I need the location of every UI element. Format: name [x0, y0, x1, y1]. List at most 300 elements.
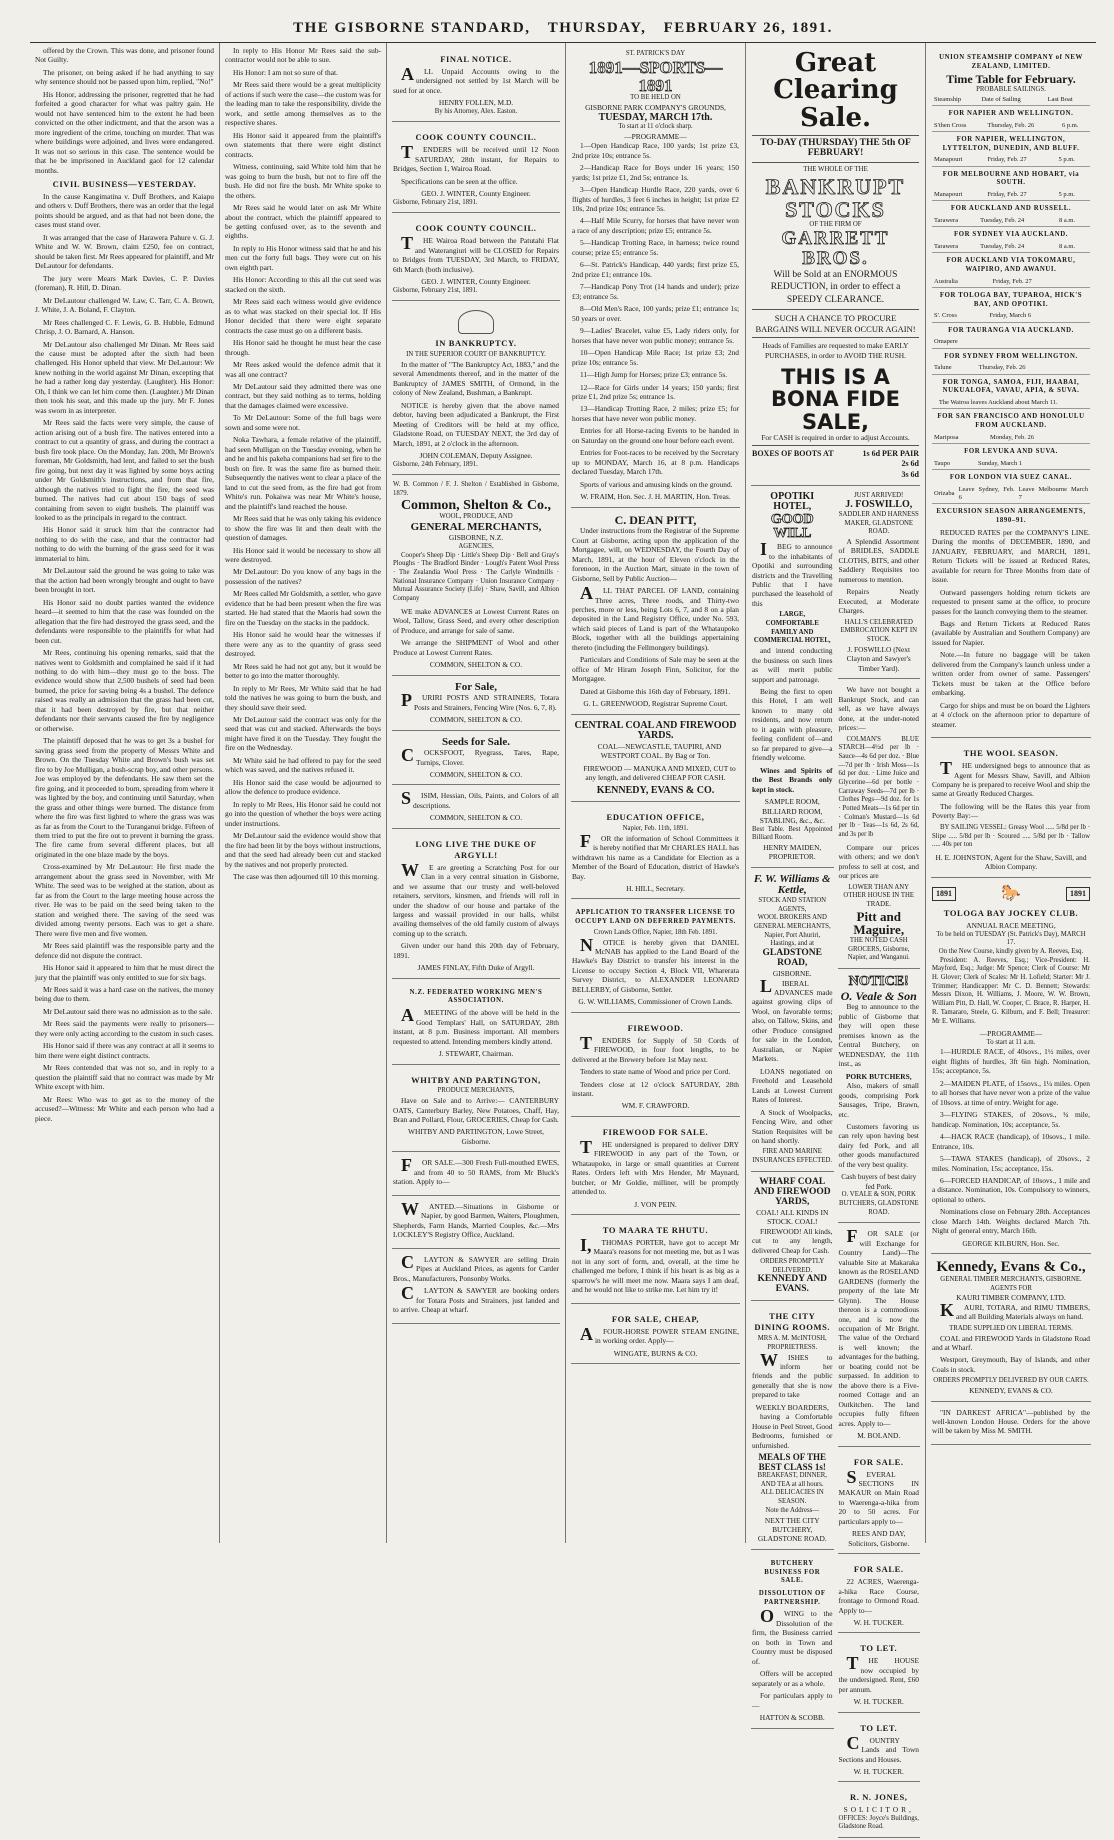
sailing-table [932, 190, 1090, 201]
ad-body: COAL and FIREWOOD Yards in Gladstone Road and at Wharf. [932, 1333, 1090, 1352]
foswillo-saddler-ad [838, 488, 921, 679]
column-1-court-report [30, 43, 220, 1543]
event-item: 6—FORCED HANDICAP, of 10sovs., 1 mile and a distance. Nomination, 10s. Compulsory to winners, optional to others. [932, 1176, 1090, 1204]
ad-body: COCKSFOOT, Ryegrass, Tares, Rape, Turnips, Clover. [401, 745, 559, 767]
sailing-table [932, 485, 1090, 505]
column-header: Last Boat [1046, 95, 1090, 106]
ad-body: having a Comfortable House in Peel Street, Good Bedrooms, furnished or unfurnished. [752, 1412, 833, 1450]
sailing-route-heading: FOR AUCKLAND AND RUSSELL. [950, 205, 1072, 213]
steam-engine-ad [571, 1306, 740, 1364]
table-row [932, 363, 1090, 374]
ad-heading: COOK COUNTY COUNCIL. [415, 223, 537, 234]
ad-heading: UNION STEAMSHIP COMPANY of NEW ZEALAND, LIMITED. [939, 54, 1083, 70]
bankrupt-stocks-heading: BANKRUPT STOCKS [765, 173, 906, 222]
event-item: 11—High Jump for Horses; prize £3; entrance 5s. [580, 370, 728, 380]
sailing-table [932, 433, 1090, 444]
ad-heading: R. N. JONES, [850, 1792, 908, 1803]
st-patricks-sports-ad [571, 46, 740, 508]
ad-signature: KENNEDY AND EVANS. [757, 1274, 828, 1295]
ad-body: and intend conducting the business on such lines as will merit public support and patronage. [752, 646, 833, 684]
ad-text: ORDERS PROMPTLY DELIVERED BY OUR CARTS. [933, 1377, 1089, 1385]
ad-body: Wines and Spirits of the Best Brands only kept in stock. [752, 765, 833, 794]
ad-feature: STABLING, &c., &c. [759, 816, 825, 826]
table-cell: 8 a.m. [1057, 216, 1090, 227]
final-notice-ad [392, 46, 560, 122]
ad-text: BREAKFAST, DINNER, AND TEA at all hours. [757, 1472, 827, 1488]
ad-signature: KENNEDY, EVANS & CO. [969, 1386, 1053, 1396]
company-name: Common, Shelton & Co., [400, 497, 552, 513]
sailing-table [932, 398, 1090, 409]
ad-heading: FOR SALE. [853, 1456, 904, 1467]
ad-heading: GENERAL MERCHANTS, [410, 520, 542, 533]
ad-text: FIRE AND MARINE INSURANCES EFFECTED. [752, 1148, 833, 1165]
ad-subheading: TO-DAY (THURSDAY) THE 5th OF FEBRUARY! [760, 137, 911, 158]
ad-signature: O. VEALE & SON, PORK BUTCHERS, GLADSTONE ROAD. [838, 1191, 919, 1216]
table-cell: 5 p.m. [1056, 190, 1090, 201]
programme-heading: —PROGRAMME— [979, 1029, 1043, 1039]
article-paragraph: In reply to His Honor Mr Rees said the sub-contractor would not be able to sue. [225, 46, 381, 65]
ad-signature: JOHN COLEMAN, Deputy Assignee. [419, 451, 533, 461]
ad-text: KAURI TIMBER COMPANY, LTD. [956, 1293, 1066, 1303]
table-cell: S'then Cross [932, 121, 985, 132]
ad-body: KAURI, TOTARA, and RIMU TIMBERS, and all Building Materials always on hand. [940, 1299, 1090, 1322]
boots-price: 1s 6d PER PAIR [862, 449, 919, 459]
ad-signature: WHITBY AND PARTINGTON, Lowe Street, Gisborne. [408, 1127, 544, 1146]
ad-body: FIREWOOD! All kinds, cut to any length, delivered Cheap for Cash. [752, 1226, 833, 1255]
masthead-right: FEBRUARY 26, 1891. [663, 20, 833, 36]
ad-body: Under instructions from the Registrar of the Supreme Court at Gisborne, acting upon the application of the Mortgagee, will, on WEDNESDAY, the Fourth Day of March, 1891, at the hour of Eleven o'clock in the forenoon, in the Auction Mart, situate in the town of Gisborne, Sell by Public Auction— [572, 526, 739, 583]
ad-body: LIBERAL ADVANCES made against growing clips of Wool, on favorable terms; also, on Tallow, Skins, and other Produce consigned for sale in the London, Australian, or Napier Markets. [752, 975, 833, 1064]
ad-body: THE Wairoa Road between the Patutahi Flat and Waterangiuri will be CLOSED for Repairs to Bridges from TUESDAY, 3rd March, to FRIDAY, 6th March (both inclusive). [393, 233, 559, 274]
ad-signature: HENRY MAIDEN, PROPRIETOR. [763, 842, 822, 862]
article-paragraph: Mr DeLautour also challenged Mr Dinan. Mr Rees said the cause must be adopted after the sixth had been challenged. His Honor upheld that view. Mr DeLautour: We knew nothing in the world against Mr Dinan, excepting that he had a rather long day yesterday. (Laughter). His Honor: Oh, I think we can let him come then. (Laughter.) Mr Dinan then took his seat, and this made up the jury. Mr F. Jones was sworn in as interpreter. [35, 339, 214, 415]
ad-signature: COMMON, SHELTON & CO. [429, 813, 523, 823]
table-cell: Tuesday, Feb. 24 [978, 216, 1057, 227]
divider [752, 445, 919, 446]
ad-address: NEXT THE CITY BUTCHERY, GLADSTONE ROAD. [757, 1515, 827, 1544]
duke-of-argyll-ad [392, 831, 560, 979]
ad-subheading: THE NOTED CASH GROCERS, Gisborne, Napier, and Wanganui. [847, 937, 910, 962]
sailing-route-heading: FOR TONGA, SAMOA, FIJI, HAABAI, NUKUALOFA, VAVAU, APIA, & SUVA. [942, 378, 1080, 395]
education-office-ad [571, 804, 740, 899]
opotiki-hotel-ad [751, 488, 834, 868]
williams-kettle-ad [751, 870, 834, 1172]
ad-heading: Kennedy, Evans & Co., [936, 1259, 1086, 1276]
ad-signature: W. FRAIM, Hon. Sec. J. H. MARTIN, Hon. Treas. [580, 492, 731, 502]
ad-text: OF THE FIRM OF [809, 220, 862, 228]
ad-body: Outward passengers holding return tickets are requested to present same at the office, to procure passes for the launch conveying them to the steamer. [932, 587, 1090, 616]
ad-body: SISIM, Hessian, Oils, Paints, and Colors of all descriptions. [401, 788, 559, 810]
table-cell: Friday, Feb. 27 [991, 277, 1082, 288]
table-row [932, 155, 1090, 166]
butchery-sale-ad [751, 1552, 834, 1729]
ad-body: SEVERAL SECTIONS IN MAKAUR on Main Road to Waerenga-a-hika from 20 to 50 acres. For particulars apply to— [838, 1466, 919, 1526]
ad-body: Bags and Return Tickets at Reduced Rates (available by Australian and Southern Company) are issued for Napier. [932, 619, 1090, 647]
sailing-route-heading: FOR NAPIER, WELLINGTON, LYTTELTON, DUNEDIN, AND BLUFF. [942, 135, 1080, 152]
cook-county-tenders-ad [392, 124, 560, 213]
event-item: 6—St. Patrick's Handicap, 440 yards; first prize £5, 2nd prize £1; entrance 10s. [572, 260, 739, 279]
article-paragraph: His Honor said no doubt parties wanted the evidence heard—it seemed to him that the case was founded on the allegation that the fire had destroyed the grass seed, and the defendants were responsible to the plaintiffs for what had been cut. [35, 597, 214, 645]
ad-subheading: WEEKLY BOARDERS, [755, 1402, 829, 1412]
table-row [932, 216, 1090, 227]
ad-body: We have not bought a Bankrupt Stock, and can sell, as we have always done, at the under-noted prices:— [838, 685, 919, 733]
article-paragraph: His Honor said it appeared from the plaintiff's own statements that there were eight distinct contracts. [225, 130, 381, 159]
ad-body: TENDERS for Supply of 50 Cords of FIREWOOD, in four foot lengths, to be delivered at the Brewery before 1st May next. [572, 1032, 739, 1064]
ad-subheading: TO BE HELD ON [630, 94, 681, 102]
ad-subheading: AGENCIES, [458, 542, 494, 550]
ad-body: I,THOMAS PORTER, have got to accept Mr Maara's reasons for not meeting me, but as I was not in any sort of form, and, overall, at the time he challenged me before, I think if his heart is as big as a sparrow's he will meet me now. Maara says I am deaf, and he would not like to strike me. Let him try it! [572, 1234, 739, 1295]
ad-subheading: LARGE, COMFORTABLE FAMILY AND COMMERCIAL HOTEL, [753, 611, 831, 645]
ad-heading: FIREWOOD FOR SALE. [602, 1126, 709, 1137]
ad-subheading: IN THE SUPERIOR COURT OF BANKRUPTCY. [406, 351, 546, 359]
table-cell [1082, 363, 1090, 374]
ad-subheading: GENERAL TIMBER MERCHANTS, GISBORNE. [940, 1276, 1082, 1284]
sailing-route-heading: FOR TAURANGA VIA AUCKLAND. [948, 326, 1074, 334]
ad-body: Tenders to state name of Wood and price per Cord. [580, 1067, 731, 1077]
ad-body: Cargo for ships and must be on board the Lighters at 4 o'clock on the afternoon prior to departure of steamer. [932, 700, 1090, 729]
ad-heading: THE WOOL SEASON. [963, 748, 1059, 759]
ad-text: LOWER THAN ANY OTHER HOUSE IN THE TRADE. [843, 883, 915, 909]
ad-body: OWING to the Dissolution of the firm, the Business carried on both in Town and Country must be disposed of. [752, 1606, 833, 1666]
ad-body: Beg to announce to the public of Gisborne that they will open these premises known as the Central Butchery, on WEDNESDAY, the 11th inst., as [838, 1002, 919, 1069]
grocery-prices-ad [838, 681, 921, 969]
ad-signature: G. W. WILLIAMS, Commissioner of Crown Lands. [578, 997, 733, 1007]
table-cell: 6 p.m. [1060, 121, 1090, 132]
ad-body: WANTED.—Situations in Gisborne or Napier, by good Barmen, Waiters, Ploughmen, Shepherds, Farm Hands, Married Couples, &c.—Mrs LOCKLEY'S Registry Office, Auckland. [393, 1198, 559, 1240]
ad-heading: TO LET. [860, 1643, 898, 1654]
ad-body: FOR SALE.—300 Fresh Full-mouthed EWES, and from 40 to 50 RAMS, from Mr Bluck's station. Apply to— [393, 1155, 559, 1187]
article-paragraph: Witness, continuing, said White told him that he was going to burn the bush, but not to fire off the bush. He did not fire the bush. Mr White spoke to the others. [225, 162, 381, 200]
ad-body: NOTICE is hereby given that the above named debtor, having been adjudicated a Bankrupt, the First Meeting of Creditors will be held at my office, Gladstone Road, on TUESDAY NEXT, the 3rd day of March, 1891, at 2 o'clock in the afternoon. [393, 400, 559, 448]
article-paragraph: His Honor said he thought he must hear the case through. [225, 338, 381, 357]
rates-list: BY SAILING VESSEL: Greasy Wool ..... 5/8d per lb · Slipe ..... 5/8d per lb · Scoured ..... 5/8d per lb · Tallow ..... 40s per ton [932, 823, 1090, 849]
divider [752, 309, 919, 310]
ad-body: SUCH A CHANCE TO PROCURE BARGAINS WILL NEVER OCCUR AGAIN! [755, 312, 916, 334]
ad-text: ALL DELICACIES IN SEASON. [760, 1489, 824, 1506]
article-paragraph: It was arranged that the case of Harawera Pahure v. G. J. White and W. W. Brown, claim £250, fee on contract, should be taken first. Mr Rees appeared for plaintiff, and Mr DeLautour for defendants. [35, 232, 214, 271]
ad-body: We arrange the SHIPMENT of Wool and other Produce at Lowest Current Rates. [393, 638, 559, 657]
table-cell: Tarawera [932, 242, 978, 253]
ad-signature: H. HILL, Secretary. [626, 883, 685, 893]
ad-signature: J. FOSWILLO (Next Clayton and Sawyer's Timber Yard). [846, 644, 911, 673]
article-paragraph: Mr Rees asked would the defence admit that it was all one contract? [225, 360, 381, 379]
ad-signature: COMMON, SHELTON & CO. [429, 770, 523, 780]
ad-heading: DISSOLUTION OF PARTNERSHIP. [758, 1590, 826, 1606]
central-coal-ad [571, 717, 740, 802]
article-paragraph: His Honor said it would be necessary to show all were destroyed. [225, 545, 381, 564]
event-item: 12—Race for Girls under 14 years; 150 yards; first prize £1, 2nd prize 5s; entrance 1s. [572, 382, 739, 401]
royal-arms-icon [458, 310, 494, 334]
article-paragraph: Mr Rees: Who was to get as to the money of the accused?—Witness: Mr White and each person who had a piece. [35, 1094, 214, 1123]
ad-body: ALL THAT PARCEL OF LAND, containing Three acres, Three roods, and Thirty-two perches, more or less, being Lots 6, 7, and 8 on a plan deposited in the Land Registry Office, under No. 593, which said pieces of Land is part of the Whataupoko Block, together with all the buildings appertaining thereto (including the Fellmongery buildings). [572, 583, 739, 652]
ad-heading: CENTRAL COAL AND FIREWOOD YARDS. [574, 719, 737, 742]
ad-date: Dated at Gisborne this 16th day of February, 1891. [580, 686, 731, 696]
solicitor-jones-ad [838, 1784, 921, 1838]
oils-ad [392, 787, 560, 828]
ad-feature: BILLIARD ROOM, [762, 806, 823, 816]
ad-subheading: WOOL BROKERS AND GENERAL MERCHANTS, [753, 914, 831, 931]
event-item: 3—FLYING STAKES, of 20sovs., ¾ mile, handicap. Nomination, 10s; acceptance, 5s. [932, 1110, 1090, 1129]
article-paragraph: In reply to Mr Rees, Mr White said that he had told the natives he was going to burn the bush, and they should save their seed. [225, 683, 381, 712]
table-cell [1082, 311, 1090, 322]
table-cell: Omapere [932, 337, 1055, 348]
bankruptcy-ad [392, 303, 560, 475]
ad-body: For CASH is required in order to adjust Accounts. [761, 432, 910, 442]
article-paragraph: offered by the Crown. This was done, and prisoner found Not Guilty. [35, 46, 214, 65]
boots-heading: BOXES OF BOOTS AT [752, 449, 834, 459]
ad-place: GLADSTONE ROAD, [762, 948, 822, 969]
ad-established: W. B. Common / F. J. Shelton / Established in Gisborne, 1879. [393, 481, 559, 497]
column-header: Steamship [932, 95, 979, 106]
boots-price-row [752, 470, 919, 480]
table-row [932, 277, 1090, 288]
ad-badge: ST. PATRICK'S DAY [625, 50, 686, 57]
wanted-ad [392, 1198, 560, 1249]
event-item: 7—Handicap Pony Trot (14 hands and under); prize £3; entrance 5s. [572, 282, 739, 301]
ad-body: A Splendid Assortment of BRIDLES, SADDLE CLOTHS, BITS, and other Saddlery Requisites too numerous to mention. [838, 536, 919, 584]
table-row [932, 398, 1090, 409]
sailing-table [932, 277, 1090, 288]
table-row [932, 433, 1090, 444]
ad-subheading: PRODUCE MERCHANTS, [437, 1087, 515, 1095]
ad-body: Have on Sale and to Arrive:— CANTERBURY OATS, Canterbury Barley, New Potatoes, Chaff, Hay, Bran and Pollard, Flour, GROCERIES, Cheap for Cash. [393, 1096, 559, 1125]
ad-heading: O. Veale & Son [840, 988, 917, 1003]
ad-subheading: STOCK AND STATION AGENTS, [758, 896, 827, 913]
ad-date: TUESDAY, MARCH 17th. [598, 111, 713, 123]
ad-body: ALL Unpaid Accounts owing to the undersigned not settled by 1st March will be sued for at once. [393, 63, 559, 95]
article-paragraph: The prisoner, on being asked if he had anything to say why sentence should not be passed upon him, replied, "No!" [35, 67, 214, 87]
article-paragraph: Mr Rees said each witness would give evidence as to what was stacked on their special lot. If His Honor decided that there were eight separate contracts the case must go on a different basis. [225, 297, 381, 335]
ad-body: WISHES to inform her friends and the public generally that she is now prepared to take [752, 1349, 833, 1400]
ad-body: For particulars apply to— [752, 1691, 833, 1710]
article-paragraph: The plaintiff deposed that he was to get 3s a bushel for saving grass seed from the property of Messrs White and Brown. On the Tuesday White and Brown's bush was set fire to by Joe Mulligan, a bush-scrap boy, and other persons. Joe was employed by the defendants. He saw them set the fire going, and it proceeded to burn, spreading from where it was lighted by the boy, and continuing until Saturday, when the grass and other things were burned. The distance from where the fire was first lighted to where the grass was was as far as from the Court to the Turanganui bridge. Fifteen of them tried to put the fire out to prevent it burning the grass. The fire came from several different places, but all originated in the one blaze made by the boys. [35, 736, 214, 859]
ad-body: Also, makers of small goods, comprising Pork Sausages, Tripe, Brawn, etc. [838, 1081, 919, 1119]
ad-body: Sports of various and amusing kinds on the ground. [580, 479, 733, 489]
ad-signature: GEO. J. WINTER, County Engineer. [421, 189, 531, 199]
house-to-let-ad [838, 1635, 921, 1712]
ad-signature: GEO. J. WINTER, County Engineer. [421, 277, 531, 287]
tologa-bay-jockey-club-ad [931, 880, 1091, 1254]
firewood-for-sale-ad [571, 1119, 740, 1215]
event-item: 9—Ladies' Bracelet, value £5, Lady riders only, for horses that have never won public money; entrance 5s. [572, 326, 739, 345]
table-row [932, 311, 1090, 322]
article-paragraph: Mr DeLautour challenged W. Law, C. Tarr, C. A. Brown, J. White, J. A. Boland, F. Clayton. [35, 295, 214, 315]
ad-body: Particulars and Conditions of Sale may be seen at the office of Mr Hiram Joseph Finn, Solicitor, for the Mortgagee. [572, 655, 739, 684]
ad-signature: W. H. TUCKER. [853, 1766, 904, 1776]
right-subcolumn [838, 488, 921, 1840]
sailing-route-heading: FOR AUCKLAND VIA TOKOMARU, WAIPIRO, AND AWANUI. [946, 257, 1076, 274]
table-cell: Tuesday, Feb. 24 [978, 242, 1057, 253]
event-item: 3—Open Handicap Hurdle Race, 220 yards, over 6 flights of hurdles, 3 feet 6 inches in height; 1st prize £2 10s, 2nd prize 10s; entrance 5s. [572, 185, 739, 213]
ad-body: CLAYTON & SAWYER are booking orders for Totara Posts and Strainers, just landed and to arrive. Cheap at wharf. [393, 1283, 559, 1315]
ad-heading: Great Clearing Sale. [773, 48, 898, 133]
table-row [932, 121, 1090, 132]
union-steamship-ad [931, 46, 1091, 738]
article-paragraph: Mr Rees said the facts were very simple, the cause of action arising out of a bush fire. The natives entered into a contract to cut a quantity of grass, and during the contract a bush fire took place. On the Monday, Jan. 20th, Mr Brown's foreman, Mr Goldsmith, had lent, and failed to set the bush fire going, but next day it was lighted by some boys acting under Mr Goldsmith's instructions, and from that fire, although the natives tried to fight the fire, the seed was burned. The natives had cut about 150 bags of seed containing from seven to eight bushels. The plaintiff was looked to as the principals in regard to the contract. [35, 418, 214, 522]
ad-date: Napier, Feb. 11th, 1891. [622, 824, 689, 832]
great-clearing-sale-ad [751, 46, 920, 486]
ad-heading: FOR SALE. [853, 1564, 904, 1575]
article-paragraph: His Honor said it struck him that the contractor had nothing to do with the case, and that the contractor had nothing to do with the burning of the grass seed for it was immaterial to him. [35, 525, 214, 563]
ad-body: COAL! ALL KINDS IN STOCK. COAL! [756, 1207, 829, 1227]
sailing-route-heading: FOR SYDNEY VIA AUCKLAND. [953, 231, 1069, 239]
ad-body: The following will be the Rates this year from Poverty Bay:— [932, 801, 1090, 821]
sailing-route-heading: FOR MELBOURNE AND HOBART, via SOUTH. [942, 170, 1080, 187]
sailing-table [932, 216, 1090, 227]
ad-heading: Seeds for Sale. [442, 735, 510, 748]
article-paragraph: His Honor: According to this all the cut seed was stacked on the sixth. [225, 275, 381, 294]
divider [752, 162, 919, 163]
ad-body: Customers favoring us can rely upon having best dairy fed Pork, and all other goods manufactured of the very best quality. [838, 1121, 919, 1169]
ad-heading: FOR SALE, CHEAP, [611, 1313, 700, 1324]
article-paragraph: His Honor, addressing the prisoner, regretted that he had forfeited a good character for what was paltry gain. He would not have sentenced him to the extent he had been convicted on the other indictment, and that the arson was a more ingredient of the crime, touching on murder. That was where buildings were adjoined, and lives were endangered. It was not so serious in this case. The sentence would be that he be imprisoned in Auckland gaol for 12 calendar months. [35, 89, 214, 175]
ad-body: Will be Sold at an ENORMOUS REDUCTION, in order to effect a SPEEDY CLEARANCE. [770, 270, 901, 305]
ad-body: COUNTRY Lands and Town Sections and Houses. [838, 1732, 919, 1764]
bona-fide-heading: THIS IS A BONA FIDE SALE, [771, 365, 900, 434]
ad-signature: G. L. GREENWOOD, Registrar Supreme Court. [583, 699, 728, 709]
wharf-coal-ad [751, 1174, 834, 1302]
event-item: 4—HACK RACE (handicap), of 10sovs., 1 mile. Entrance, 10s. [932, 1132, 1090, 1151]
event-item: 4—Half Mile Scurry, for horses that have never won a race of any description; prize £5; entrance 5s. [572, 216, 739, 235]
event-item: 5—TAWA STAKES (handicap), of 20sovs., 2 miles. Nomination, 15s; acceptance, 15s. [932, 1154, 1090, 1173]
darkest-africa-ad [931, 1404, 1091, 1445]
ad-heading: TO LET. [860, 1722, 898, 1733]
table-cell [1072, 337, 1090, 348]
table-row [932, 190, 1090, 201]
table-cell: Friday, Feb. 27 [985, 190, 1056, 201]
ad-subheading: MRS A. M. McINTOSH, PROPRIETRESS. [757, 1335, 827, 1351]
table-cell: Tarawera [932, 216, 978, 227]
ad-text: Napier, Port Ahuriri, Hastings, and at [764, 931, 821, 948]
sailing-table [932, 242, 1090, 253]
ad-body: IBEG to announce to the inhabitants of Opotiki and surrounding districts and the Travelling Public that I have purchased the leasehold of this [752, 539, 833, 608]
ad-body: WE make ADVANCES at Lowest Current Rates on Wool, Tallow, Grass Seed, and every other description of Produce, and arrange for sale of same. [393, 606, 559, 635]
table-cell [1082, 433, 1090, 444]
article-paragraph: Mr Rees said he would later on ask Mr White about the contract, which the plaintiff appeared to be getting confused over, as to the seventh and eighths. [225, 203, 381, 241]
boots-price: 3s 6d [901, 469, 919, 479]
dean-pitt-auction-ad [571, 510, 740, 715]
left-subcolumn [751, 488, 834, 1840]
city-dining-rooms-ad [751, 1303, 834, 1550]
ad-text: Note the Address— [765, 1506, 820, 1514]
for-sale-posts-ad [392, 678, 560, 731]
article-paragraph: Mr DeLautour said the contract was only for the seed that was cut and stacked. Afterwards the boys might have fired it on the Tuesday. They fought the fire on the Wednesday. [225, 715, 381, 753]
table-cell: Australia [932, 277, 991, 288]
ad-body: AFOUR-HORSE POWER STEAM ENGINE, in working order. Apply— [580, 1323, 739, 1346]
ad-text: Cash buyers of best dairy fed Pork. [841, 1172, 917, 1191]
ad-text: AGENTS FOR [990, 1284, 1032, 1292]
article-paragraph: The jury were Mears Mark Davies, C. P. Davies (foreman), R. Hill, D. Dinan. [35, 273, 214, 293]
sailing-route-heading: FOR NAPIER AND WELLINGTON. [948, 109, 1074, 117]
table-cell [1082, 277, 1090, 288]
article-paragraph: In the cause Kangimatina v. Duff Brothers, and Kaiapu and others v. Duff Brothers, there was an order that the legal points should be argued, and as that had not been done, the cases must stand over. [35, 191, 214, 230]
masthead-mid: THURSDAY, [547, 20, 647, 36]
ad-signature: WM. F. CRAWFORD. [621, 1101, 690, 1111]
sailing-route-heading: FOR TOLOGA BAY, TUPAROA, HICK'S BAY, AND OPOTIKI. [939, 292, 1083, 308]
ad-body: "IN DARKEST AFRICA"—published by the well-known London House. Orders for the above will be taken by Miss M. SMITH. [932, 1407, 1090, 1436]
ad-heading: TOLOGA BAY JOCKEY CLUB. [943, 908, 1079, 919]
ad-heading: N.Z. FEDERATED WORKING MEN'S ASSOCIATION. [409, 988, 543, 1005]
ad-body: Entries for Foot-races to be received by the Secretary up to MONDAY, March 16, at 8 p.m. Handicaps declared Tuesday, March 17th. [572, 448, 739, 477]
ad-body: 22 ACRES, Waerenga-a-hika Race Course, frontage to Ormond Road. Apply to— [838, 1577, 919, 1615]
kennedy-evans-timber-ad [931, 1256, 1091, 1401]
firm-name: GARRETT BROS. [781, 228, 890, 270]
ad-signature: JAMES FINLAY, Fifth Duke of Argyll. [417, 963, 535, 973]
article-paragraph: His Honor said it appeared to him that he must direct the jury that the plaintiff was only entitled to sue for six bags. [35, 963, 214, 982]
table-cell: Mariposa [932, 433, 988, 444]
sailing-route-heading: FOR SYDNEY FROM WELLINGTON. [944, 352, 1078, 360]
land-transfer-ad [571, 901, 740, 1012]
programme-heading: —PROGRAMME— [624, 131, 687, 141]
ad-body: Note.—In future no baggage will be taken delivered from the Company's launch unless under a written order from owner of same. Passengers' Tickets must be taken at the Office before embarking. [932, 650, 1090, 698]
sailing-table [932, 155, 1090, 166]
makaraka-sections-ad [838, 1449, 921, 1555]
column-6-advertisements [926, 43, 1096, 1543]
boots-price-row [752, 449, 919, 459]
ad-heading: BUTCHERY BUSINESS FOR SALE. [764, 1559, 821, 1585]
table-cell: Manapouri [932, 155, 985, 166]
ad-place: GISBORNE. [772, 969, 812, 979]
ad-body: Being the first to open this Hotel, I am well known to many old residents, and now return to it again with pleasure, feeling confident of—and so far prepared to give—a friendly welcome. [752, 687, 833, 763]
ad-text: ORDERS PROMPTLY DELIVERED. [760, 1258, 825, 1274]
table-cell: Friday, March 6 [987, 311, 1081, 322]
article-paragraph: Mr DeLautour said they admitted there was one contract, but they said nothing as to terms, holding that the damages claimed were excessive. [225, 382, 381, 410]
table-cell: Thursday, Feb. 26 [985, 121, 1060, 132]
event-item: 5—Handicap Trotting Race, in harness; twice round course; prize £5; entrance 5s. [572, 238, 739, 257]
sailing-table [932, 337, 1090, 348]
ad-body: In the matter of "The Bankruptcy Act, 1883," and the several Amendments thereof, and in the matter of the Bankruptcy of JAMES SMITH, of Ormond, in the colony of New Zealand, Bushman, a Bankrupt. [393, 359, 559, 398]
article-paragraph: In reply to His Honor witness said that he and his men cut the forty full bags. They were cut on his own eighth part. [225, 243, 381, 272]
racehorse-icon: 🐎 [1001, 884, 1021, 902]
ad-body: Entries for all Horse-racing Events to be handed in on Saturday on the ground one hour before each event. [572, 426, 739, 445]
race-course-acres-ad [838, 1556, 921, 1633]
event-item: 1—HURDLE RACE, of 40sovs., 1½ miles, over eight flights of hurdles, 3ft 6in high. Nomination, 15s; acceptance, 5s. [932, 1047, 1090, 1076]
ad-feature: MEALS OF THE BEST CLASS 1s! [758, 1452, 826, 1472]
ad-time: To start at 11 o'clock sharp. [618, 123, 693, 131]
ad-body: CLAYTON & SAWYER are selling Drain Pipes at Auckland Prices, as agents for Carder Bros., Manufacturers, Ponsonby Works. [393, 1251, 559, 1283]
ad-signature: WINGATE, BURNS & CO. [613, 1348, 698, 1358]
event-item: 8—Old Men's Race, 100 yards; prize £1; entrance 1s; 50 years or over. [572, 304, 739, 323]
article-paragraph: The case was then adjourned till 10 this morning. [233, 872, 379, 882]
ad-body: TENDERS will be received until 12 Noon SATURDAY, 28th instant, for Repairs to Bridges, Section 1, Wairoa Road. [393, 142, 559, 174]
table-row [932, 337, 1090, 348]
ad-signature: J. STEWART, Chairman. [438, 1049, 514, 1059]
article-paragraph: Cross-examined by Mr DeLautour: He first made the arrangement about the grass seed in November, with Mr White. The seed was to be weighed at the station, about as far as from the Court to the large meeting house across the river. He was to be paid on the seed being taken to the station and weighed there. The saving of the seed was divided among twenty persons. Each was to get a share. There were five men and five women. [35, 862, 214, 938]
ad-text: THE WHOLE OF THE [803, 165, 868, 173]
ad-signature: HENRY FOLLEN, M.D. [438, 98, 514, 108]
ad-place: GISBORNE PARK COMPANY'S GROUNDS, [585, 103, 726, 113]
ad-heading: EDUCATION OFFICE, [606, 812, 705, 823]
table-cell: 5 p.m. [1056, 155, 1090, 166]
article-paragraph: Mr Rees said the payments were really to prisoners—they were only acting according to the custom in such cases. [35, 1019, 214, 1038]
ad-text: TRADE SUPPLIED ON LIBERAL TERMS. [949, 1324, 1073, 1332]
ad-body: Compare our prices with others; and we don't profess to sell at cost, and our prices are [838, 842, 919, 881]
ad-body: LOANS negotiated on Freehold and Leasehold Lands at Lowest Current Rates of Interest. [752, 1066, 833, 1105]
article-paragraph: Mr Rees contended that was not so, and in reply to a question the plaintiff said that no contract was made by Mr White except with him. [35, 1063, 214, 1092]
ad-feature: SAMPLE ROOM, [764, 797, 820, 807]
article-paragraph: Mr Rees said he had not got any, but it would be better to go into the matter thoroughly. [225, 661, 381, 681]
year-left: 1891 [932, 887, 956, 901]
article-paragraph: To Mr DeLautour: Some of the full bags were sown and some were not. [225, 413, 381, 432]
ad-body: Specifications can be seen at the office. [401, 176, 518, 186]
roseland-gardens-ad [838, 1225, 921, 1446]
ad-body: FOR the information of School Committees it is hereby notified that Mr CHARLES HALL has withdrawn his name as a Candidate for Election as a Member of the Board of Education, district of Hawke's Bay. [572, 830, 739, 881]
ad-date: To be held on TUESDAY (St. Patrick's Day), MARCH 17. [936, 930, 1086, 947]
table-cell [1081, 459, 1090, 470]
ad-heading: COOK COUNTY COUNCIL. [415, 132, 537, 143]
ad-body: OFFICES: Joyce's Buildings, Gladstone Road. [838, 1814, 919, 1831]
masthead-left: THE GISBORNE STANDARD, [293, 20, 531, 36]
